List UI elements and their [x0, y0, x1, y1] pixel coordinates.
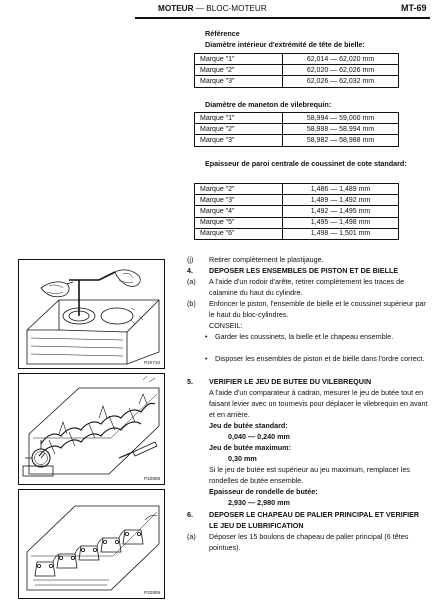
std-clearance-value: 0,040 — 0,240 mm — [228, 432, 290, 441]
figure-code-3: P22809 — [144, 590, 160, 595]
item-b-text: Enfoncer le piston, l'ensemble de bielle et le coussinet supérieur par le haut du bloc-cylindres. — [209, 299, 426, 319]
dial-indicator-illustration — [19, 374, 164, 484]
section-6-title: DEPOSER LE CHAPEAU DE PALIER PRINCIPAL ET VERIFIER LE JEU DE LUBRIFICATION — [209, 510, 420, 530]
table-row: Marque "3" 1,489 — 1,492 mm — [195, 195, 399, 206]
item-a-text: A l'aide d'un rodoir d'arête, retirer complètement les traces de calamine du haut du cylindre. — [209, 277, 405, 297]
figure-dial-indicator — [18, 373, 165, 485]
section-5-text-2: Si le jeu de butée est supérieur au jeu maximum, remplacer les rondelles de butée ensemble. — [209, 465, 410, 485]
header-section: MOTEUR — [158, 4, 194, 13]
ridge-reamer-illustration — [19, 260, 164, 368]
table-bearing-thickness — [194, 183, 399, 240]
table3-title: Epaisseur de paroi centrale de coussinet de cote standard: — [205, 159, 407, 168]
item-j-label: (j) — [187, 255, 194, 264]
washer-thickness-value: 2,930 — 2,980 mm — [228, 498, 290, 507]
section-4-title: DEPOSER LES ENSEMBLES DE PISTON ET DE BIELLE — [209, 266, 399, 275]
table-row: Marque "4" 1,492 — 1,495 mm — [195, 206, 399, 217]
bullet-2-text: Disposer les ensembles de piston et de bielle dans l'ordre correct. — [215, 354, 425, 363]
bullet-2-mark: • — [205, 354, 208, 363]
header-separator: — — [195, 4, 204, 13]
section-5-title: VERIFIER LE JEU DE BUTEE DU VILEBREQUIN — [209, 377, 372, 386]
table-row: Marque "3" 62,026 — 62,032 mm — [195, 76, 399, 87]
item-6a-text: Déposer les 15 boulons de chapeau de palier principal (6 têtes pointues). — [209, 532, 409, 552]
table1-title: Diamètre intérieur d'extrémité de tête de bielle: — [205, 40, 365, 49]
table2-title: Diamètre de maneton de vilebrequin: — [205, 100, 332, 109]
table-row: Marque "3" 58,982 — 58,988 mm — [195, 135, 399, 146]
page-number: MT-69 — [401, 3, 427, 13]
item-6a-label: (a) — [187, 532, 196, 541]
table-row: Marque "1" 58,994 — 59,000 mm — [195, 113, 399, 124]
item-b-label: (b) — [187, 299, 196, 308]
section-5-number: 5. — [187, 377, 193, 386]
header-subsection: BLOC-MOTEUR — [206, 4, 267, 13]
figure-code-2: P22808 — [144, 476, 160, 481]
table-conrod-bore — [194, 53, 399, 88]
figure-code-1: P22710 — [144, 360, 160, 365]
section-6-number: 6. — [187, 510, 193, 519]
reference-label: Référence — [205, 29, 240, 38]
table-row: Marque "2" 58,988 — 58,994 mm — [195, 124, 399, 135]
conseil-label: CONSEIL: — [209, 321, 243, 330]
std-clearance-label: Jeu de butée standard: — [209, 421, 288, 430]
bearing-caps-illustration — [19, 490, 164, 598]
washer-thickness-label: Epaisseur de rondelle de butée: — [209, 487, 318, 496]
max-clearance-value: 0,30 mm — [228, 454, 257, 463]
section-5-text: A l'aide d'un comparateur à cadran, mesurer le jeu de butée tout en faisant levier avec un tournevis pour déplacer le vilebrequin en avant et en arrière. — [209, 388, 428, 419]
header-rule — [135, 17, 430, 19]
table-row: Marque "1" 62,014 — 62,020 mm — [195, 54, 399, 65]
table-row: Marque "2" 62,020 — 62,026 mm — [195, 65, 399, 76]
item-a-label: (a) — [187, 277, 196, 286]
bullet-1-mark: • — [205, 332, 208, 341]
table-row: Marque "6" 1,498 — 1,501 mm — [195, 228, 399, 239]
max-clearance-label: Jeu de butée maximum: — [209, 443, 291, 452]
table-row: Marque "5" 1,495 — 1,498 mm — [195, 217, 399, 228]
table-row: Marque "2" 1,486 — 1,489 mm — [195, 184, 399, 195]
page-header — [0, 0, 435, 18]
header-title — [158, 4, 267, 13]
bullet-1-text: Garder les coussinets, la bielle et le chapeau ensemble. — [215, 332, 394, 341]
table-crankpin-diameter — [194, 112, 399, 147]
figure-main-bearing-caps — [18, 489, 165, 599]
section-4-number: 4. — [187, 266, 193, 275]
figure-ridge-reamer — [18, 259, 165, 369]
item-j-text: Retirer complètement le plastijauge. — [209, 255, 324, 264]
